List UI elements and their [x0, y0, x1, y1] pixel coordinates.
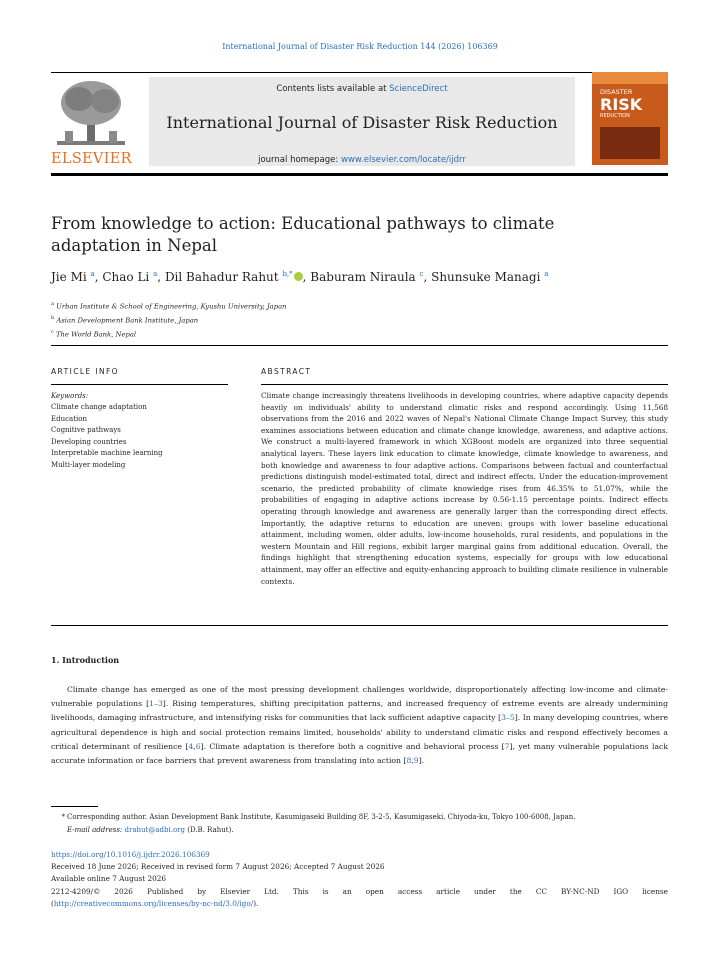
article-info-rule [51, 384, 228, 385]
affiliation-mark: b [51, 314, 55, 321]
cover-image [600, 127, 660, 159]
author-list: Jie Mi $^a$, Chao Li $^a$, Dil Bahadur Rahut $^{b,*}$ , Baburam Niraula $^c$, Shunsuke Managi $^a$ [51, 270, 549, 284]
author-name: Baburam Niraula [310, 270, 416, 284]
author-affiliation-mark[interactable]: a [153, 270, 158, 278]
citation-link[interactable]: 7 [504, 741, 510, 751]
affiliation-text: The World Bank, Nepal [55, 329, 137, 338]
received-dates: Received 18 June 2026; Received in revised form 7 August 2026; Accepted 7 August 2026 [51, 862, 385, 872]
affiliation-item [51, 299, 651, 313]
abstract-text: Climate change increasingly threatens livelihoods in developing countries, where adaptive capacity depends heavily on individuals' ability to understand climatic risks and respond accordingly. Using 11,568 observations from the 2016 and 2022 waves of Nepal's National Climate Change Impact Survey, this study examines associations between education and climate change knowledge, awareness, and adaptive actions. We construct a multi-layered framework in which XGBoost models are organized into three sequential analytical layers. These layers link education to climate knowledge, climate knowledge to awareness, and both knowledge and awareness to four adaptive actions. Comparisons between factual and counterfactual predictions distinguish model-estimated total, direct and indirect effects. Under the education-improvement scenario, the predicted probability of climate knowledge rises from 46.35% to 51.07%, while the probabilities of engaging in adaptive actions increase by 0.56-1.15 percentage points. Indirect effects operating through knowledge and awareness are generally larger than the corresponding direct effects. Importantly, the adaptive returns to education are uneven: groups with lower baseline educational attainment, including women, older adults, low-income households, rural residents, and populations in the western Mountain and Hill regions, exhibit larger marginal gains from additional education. Overall, the findings highlight that strengthening education systems, especially for groups with low educational attainment, may offer an effective and equity-enhancing approach to building climate resilience in vulnerable contexts. [261, 391, 668, 586]
citation-link[interactable]: 4 [188, 741, 194, 751]
citation-link[interactable]: 9 [413, 756, 419, 766]
keyword-item: Climate change adaptation [51, 403, 147, 411]
elsevier-logo[interactable] [51, 77, 131, 169]
footnote-text: Corresponding author. Asian Development Bank Institute, Kasumigaseki Building 8F, 3-2-5, Kasumigaseki, Chiyoda-ku, Tokyo 100-6008, Japan. [67, 813, 576, 821]
affiliation-item [51, 327, 651, 341]
journal-citation[interactable]: International Journal of Disaster Risk Reduction 144 (2026) 106369 [222, 42, 498, 51]
introduction-paragraph: Climate change has emerged as one of the most pressing development challenges worldwide, disproportionately affecting low-income and climate-vulnerable populations [1–3]. Rising temperatures, shifting precipitation patterns, and increased frequency of extreme events are already undermining livelihoods, damaging infrastructure, and intensifying risks for communities that lack sufficient adaptive capacity [3–5]. In many developing countries, where agricultural dependence is high and social protection remains limited, households' ability to understand climatic risks and respond effectively becomes a critical determinant of resilience [4,6]. Climate adaptation is therefore both a cognitive and behavioral process [7], yet many vulnerable populations lack accurate information or face barriers that prevent awareness from translating into action [8,9]. [51, 685, 669, 766]
author-affiliation-mark[interactable]: b,* [282, 270, 293, 278]
doi-link[interactable]: https://doi.org/10.1016/j.ijdrr.2026.106369 [51, 850, 210, 859]
citation-link[interactable]: 1–3 [149, 699, 163, 709]
keywords-label: Keywords: [51, 392, 89, 400]
orcid-icon[interactable] [294, 272, 303, 281]
footnote-rule [51, 806, 98, 807]
sciencedirect-link[interactable]: ScienceDirect [389, 84, 448, 94]
affiliation-item [51, 313, 651, 327]
contents-prefix: Contents lists available at [276, 84, 390, 94]
intro-text: Climate change has emerged as one of the most pressing development challenges worldwide, disproportionately affecting low-income and climate-vulnerable populations [ [51, 685, 668, 709]
affiliation-mark: c [51, 328, 54, 335]
author-name: Shunsuke Managi [431, 270, 541, 284]
footnote-marker: * [61, 813, 65, 821]
masthead-band [149, 77, 575, 166]
abstract-rule [261, 384, 668, 385]
author-name: Chao Li [102, 270, 150, 284]
affiliation-list [51, 299, 651, 340]
author-affiliation-mark[interactable]: a [90, 270, 95, 278]
cover-big-text: RISK [600, 95, 643, 114]
cover-sub-text: DISASTER [600, 88, 633, 96]
journal-title: International Journal of Disaster Risk Reduction [166, 113, 558, 132]
author-name: Jie Mi [51, 270, 87, 284]
article-metadata-footer [51, 849, 668, 910]
journal-masthead [51, 72, 668, 176]
copyright-line: 2212-4209/© 2026 Published by Elsevier Ltd. This is an open access article under the CC BY-NC-ND IGO license [51, 886, 668, 896]
keyword-item: Developing countries [51, 437, 127, 446]
intro-text: ]. [418, 756, 425, 766]
elsevier-tree-icon [51, 77, 131, 149]
article-info-heading: ARTICLE INFO [51, 367, 119, 376]
author-affiliation-mark[interactable]: c [419, 270, 424, 278]
journal-cover-thumbnail[interactable] [592, 72, 668, 165]
cover-small-text: REDUCTION [600, 113, 630, 119]
intro-text: ], yet many vulnerable populations lack accurate information or face barriers that prevent awareness from translating into action [ [51, 741, 669, 766]
corresponding-author-footnote [51, 811, 668, 837]
available-online-date: Available online 7 August 2026 [51, 874, 167, 884]
abstract-end-rule [51, 625, 668, 626]
keyword-item: Interpretable machine learning [51, 449, 163, 457]
author-name: Dil Bahadur Rahut [164, 270, 279, 284]
keyword-item: Multi-layer modeling [51, 460, 126, 469]
keyword-item: Education [51, 414, 87, 423]
footnote-line [51, 811, 668, 824]
license-suffix: ). [253, 898, 259, 908]
masthead-top-rule [51, 72, 668, 73]
section-heading-introduction: 1. Introduction [51, 655, 120, 665]
author-affiliation-mark[interactable]: a [544, 270, 549, 278]
email-suffix: (D.B. Rahut). [185, 826, 234, 834]
journal-homepage-link[interactable]: www.elsevier.com/locate/ijdrr [340, 155, 466, 165]
affiliation-mark: a [51, 301, 54, 307]
footnote-email-line [51, 824, 668, 837]
journal-homepage-line [149, 155, 575, 165]
masthead-bottom-rule [51, 173, 668, 176]
homepage-prefix: journal homepage: [258, 155, 341, 165]
citation-link[interactable]: 8 [406, 756, 412, 766]
affiliation-text: Asian Development Bank Institute, Japan [56, 316, 199, 325]
email-link[interactable]: drahut@adbi.org [124, 826, 186, 834]
citation-link[interactable]: 3–5 [501, 713, 515, 723]
intro-text: ]. In many developing countries, where agricultural dependence is high and social protection remains limited, households' ability to understand climatic risks and respond effectively becomes a critical determinant of resilience [ [51, 713, 668, 751]
intro-text: ]. Climate adaptation is therefore both a cognitive and behavioral process [ [200, 741, 505, 751]
section-divider [51, 345, 668, 346]
license-line: (http://creativecommons.org/licenses/by-nc-nd/3.0/igo/). [51, 898, 259, 908]
keyword-item: Cognitive pathways [51, 426, 121, 434]
affiliation-text: Urban Institute & School of Engineering, Kyushu University, Japan [56, 302, 287, 311]
contents-available-line [149, 84, 575, 94]
email-label: E-mail address: [67, 826, 123, 834]
intro-text: ]. Rising temperatures, shifting precipitation patterns, and increased frequency of extreme events are already undermining livelihoods, damaging infrastructure, and intensifying risks for communities that lack sufficient adaptive capacity [ [51, 699, 668, 723]
abstract-heading: ABSTRACT [261, 367, 312, 376]
citation-link[interactable]: 6 [195, 741, 201, 751]
elsevier-wordmark: ELSEVIER [51, 151, 132, 167]
article-title: From knowledge to action: Educational pathways to climate adaptation in Nepal [51, 214, 555, 255]
keyword-list [51, 402, 163, 471]
cover-top-strip [592, 72, 668, 84]
license-link[interactable]: http://creativecommons.org/licenses/by-nc-nd/3.0/igo/ [53, 898, 254, 908]
